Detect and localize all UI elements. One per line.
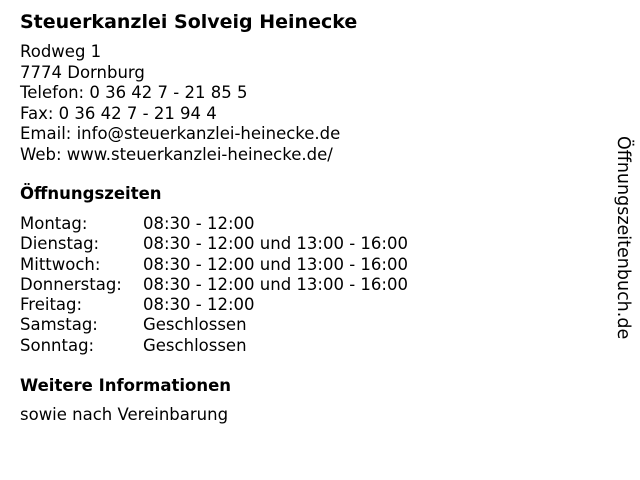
opening-hours-table — [20, 214, 408, 356]
hours-row-friday — [20, 295, 408, 315]
time-value: Geschlossen — [143, 335, 247, 355]
day-label: Montag: — [20, 214, 88, 233]
email-label: Email: — [20, 124, 77, 143]
phone-line[interactable]: Telefon: 0 36 42 7 - 21 85 5 — [20, 83, 248, 102]
fax-line: Fax: 0 36 42 7 - 21 94 4 — [20, 103, 217, 123]
web-label: Web: — [20, 144, 67, 164]
city-address: 7774 Dornburg — [20, 62, 145, 82]
day-label: Mittwoch: — [20, 254, 101, 274]
hours-row-tuesday — [20, 234, 408, 254]
email-line — [20, 124, 610, 145]
further-info-text: sowie nach Vereinbarung — [20, 405, 229, 424]
time-value: 08:30 - 12:00 — [143, 295, 255, 315]
hours-row-thursday — [20, 275, 408, 295]
day-label: Donnerstag: — [20, 274, 122, 294]
time-value: Geschlossen — [143, 315, 247, 335]
hours-row-saturday — [20, 315, 408, 335]
hours-row-wednesday — [20, 255, 408, 275]
brand-side-label[interactable]: Öffnungszeitenbuch.de — [613, 136, 633, 340]
hours-row-monday — [20, 214, 408, 234]
business-name: Steuerkanzlei Solveig Heinecke — [20, 11, 358, 33]
email-link[interactable]: info@steuerkanzlei-heinecke.de — [76, 124, 341, 143]
web-link[interactable]: www.steuerkanzlei-heinecke.de/ — [66, 144, 333, 164]
time-value: 08:30 - 12:00 und 13:00 - 16:00 — [143, 254, 408, 274]
business-card — [20, 10, 610, 424]
day-label: Samstag: — [20, 315, 98, 335]
day-label: Freitag: — [20, 295, 83, 315]
time-value: 08:30 - 12:00 und 13:00 - 16:00 — [143, 234, 408, 254]
further-info-heading: Weitere Informationen — [20, 376, 232, 395]
day-label: Sonntag: — [20, 335, 95, 355]
opening-hours-heading: Öffnungszeiten — [20, 184, 162, 203]
web-line — [20, 145, 610, 166]
time-value: 08:30 - 12:00 und 13:00 - 16:00 — [143, 274, 408, 294]
day-label: Dienstag: — [20, 234, 100, 254]
address-block — [20, 42, 610, 165]
hours-row-sunday — [20, 336, 408, 356]
time-value: 08:30 - 12:00 — [143, 214, 255, 233]
street-address: Rodweg 1 — [20, 42, 102, 61]
